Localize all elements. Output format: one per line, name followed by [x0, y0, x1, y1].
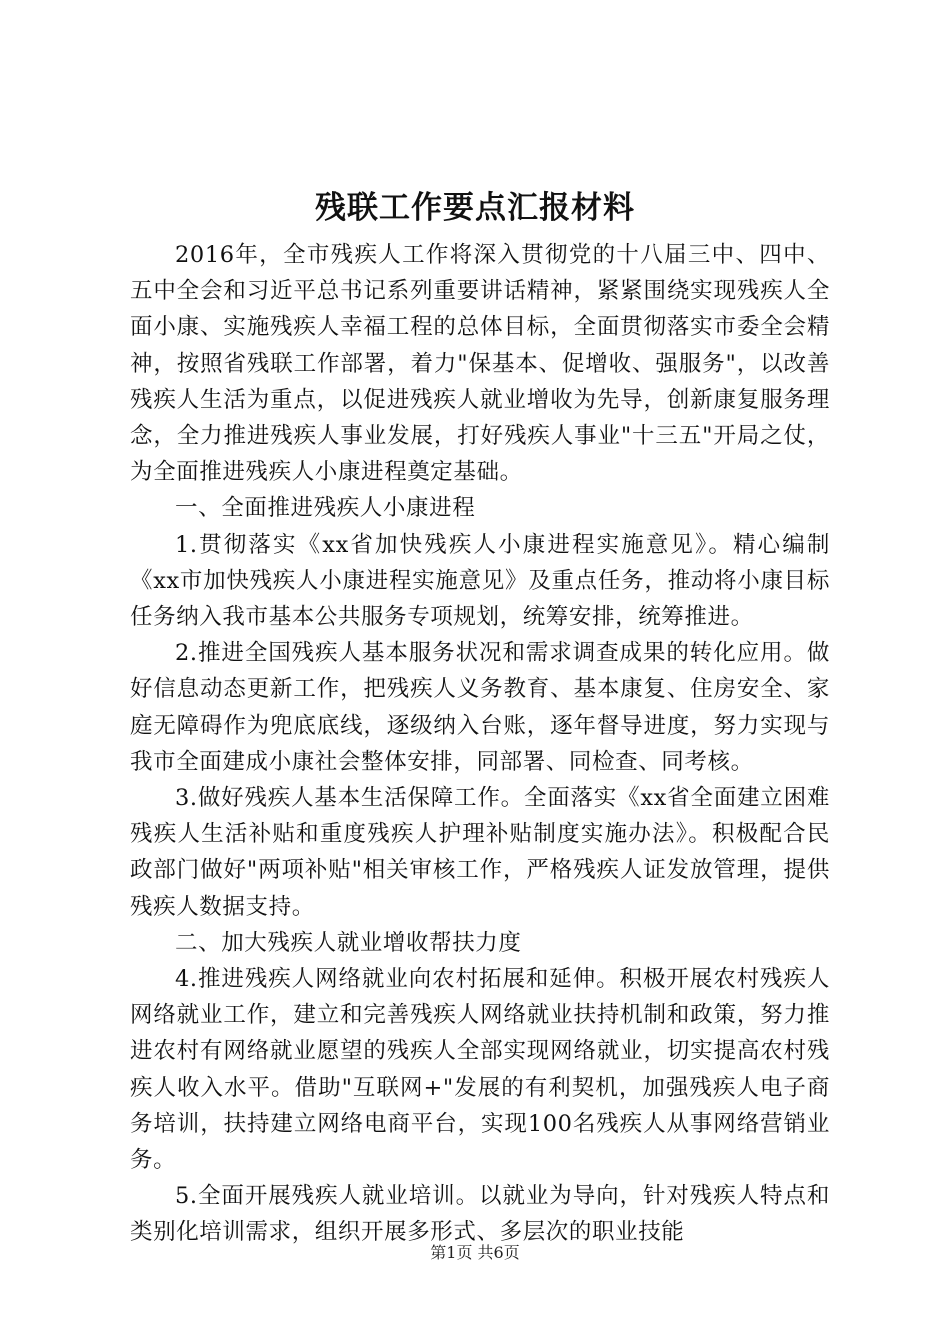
paragraph-item-3: 3.做好残疾人基本生活保障工作。全面落实《xx省全面建立困难残疾人生活补贴和重度残疾人护理补贴制度实施办法》。积极配合民政部门做好"两项补贴"相关审核工作，严格残疾人证发放管理，提供残疾人数据支持。 — [130, 785, 830, 920]
paragraph-item-5: 5.全面开展残疾人就业培训。以就业为导向，针对残疾人特点和类别化培训需求，组织开展多形式、多层次的职业技能 — [130, 1183, 830, 1246]
paragraph-item-1: 1.贯彻落实《xx省加快残疾人小康进程实施意见》。精心编制《xx市加快残疾人小康进程实施意见》及重点任务，推动将小康目标任务纳入我市基本公共服务专项规划，统筹安排，统筹推进。 — [130, 531, 830, 631]
section-heading-1: 一、全面推进残疾人小康进程 — [175, 495, 476, 522]
paragraph-item-2: 2.推进全国残疾人基本服务状况和需求调查成果的转化应用。做好信息动态更新工作，把残疾人义务教育、基本康复、住房安全、家庭无障碍作为兜底底线，逐级纳入台账，逐年督导进度，努力实现与我市全面建成小康社会整体安排，同部署、同检查、同考核。 — [130, 640, 830, 775]
section-heading-2: 二、加大残疾人就业增收帮扶力度 — [175, 929, 522, 956]
document-body — [130, 237, 830, 1251]
document-title: 残联工作要点汇报材料 — [315, 190, 635, 226]
paragraph-intro: 2016年，全市残疾人工作将深入贯彻党的十八届三中、四中、五中全会和习近平总书记系列重要讲话精神，紧紧围绕实现残疾人全面小康、实施残疾人幸福工程的总体目标，全面贯彻落实市委全会精神，按照省残联工作部署，着力"保基本、促增收、强服务"，以改善残疾人生活为重点，以促进残疾人就业增收为先导，创新康复服务理念，全力推进残疾人事业发展，打好残疾人事业"十三五"开局之仗，为全面推进残疾人小康进程奠定基础。 — [130, 242, 830, 486]
paragraph-item-4: 4.推进残疾人网络就业向农村拓展和延伸。积极开展农村残疾人网络就业工作，建立和完善残疾人网络就业扶持机制和政策，努力推进农村有网络就业愿望的残疾人全部实现网络就业，切实提高农村残疾人收入水平。借助"互联网+"发展的有利契机，加强残疾人电子商务培训，扶持建立网络电商平台，实现100名残疾人从事网络营销业务。 — [130, 966, 830, 1174]
page-footer: 第1页 共6页 — [430, 1243, 520, 1262]
